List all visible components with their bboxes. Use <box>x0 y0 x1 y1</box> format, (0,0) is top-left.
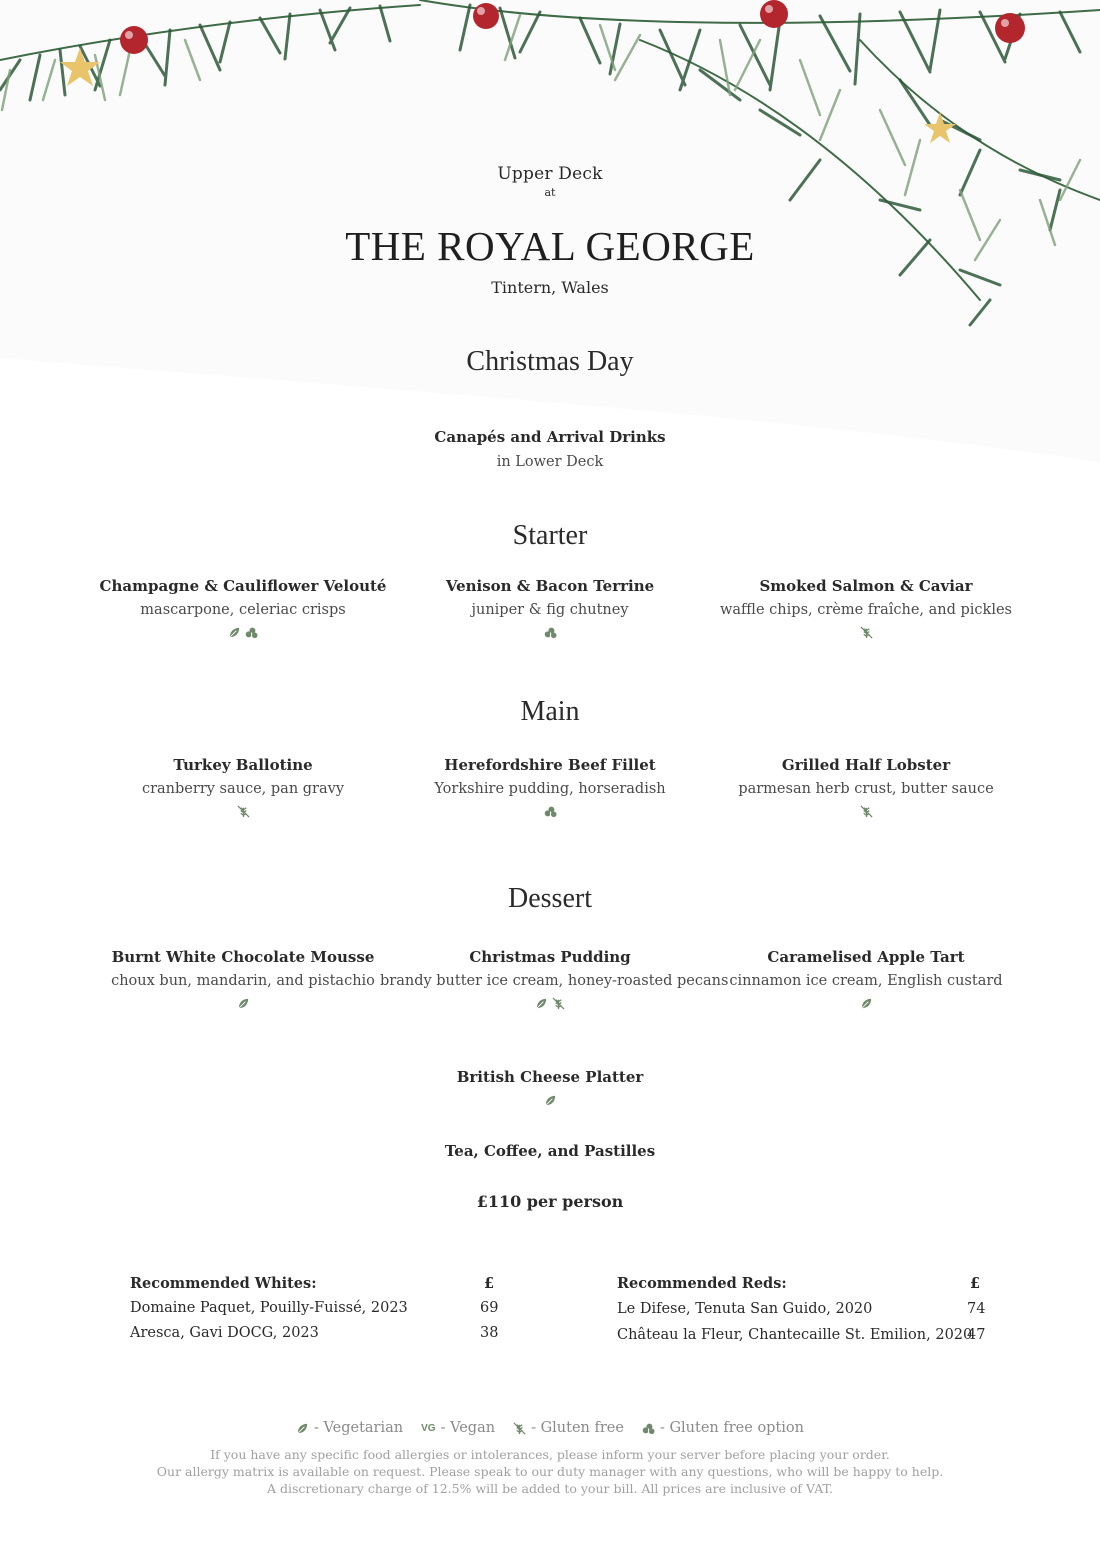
arrival-title: Canapés and Arrival Drinks <box>434 428 666 446</box>
wine-name: Domaine Paquet, Pouilly-Fuissé, 2023 <box>130 1300 408 1316</box>
legend-gluten-free-option-label: - Gluten free option <box>659 1420 804 1436</box>
allergy-notice: If you have any specific food allergies or intolerances, please inform your server before placing your order. <box>210 1447 890 1462</box>
dish-dietary-icons <box>73 805 413 819</box>
dish-dietary-icons <box>73 997 413 1011</box>
dish-description: juniper & fig chutney <box>471 602 629 618</box>
dish-name: Caramelised Apple Tart <box>767 948 965 966</box>
vegetarian-icon <box>228 626 241 639</box>
starter-section-title: Starter <box>512 520 588 551</box>
gluten-free-icon <box>552 997 565 1010</box>
dish-name: Burnt White Chocolate Mousse <box>111 948 375 966</box>
cheese-dietary-icons <box>0 1092 1100 1111</box>
main-section-title: Main <box>520 696 580 727</box>
wine-name: Château la Fleur, Chantecaille St. Emilion, 2020 <box>617 1327 973 1343</box>
legend-gluten-free-label: - Gluten free <box>531 1420 624 1436</box>
dish-dietary-icons <box>696 997 1036 1011</box>
venue-at-label: at <box>544 186 556 199</box>
main-dish-2 <box>380 756 720 819</box>
dish-dietary-icons <box>380 997 720 1011</box>
red-wines-list <box>617 1275 987 1355</box>
dish-description: cinnamon ice cream, English custard <box>729 973 1003 989</box>
wine-price: 69 <box>480 1300 499 1316</box>
vegetarian-icon <box>237 997 250 1010</box>
dish-name: Christmas Pudding <box>469 948 631 966</box>
gluten-free-option-icon <box>544 805 557 818</box>
dish-description: cranberry sauce, pan gravy <box>141 781 345 797</box>
venue-name: THE ROYAL GEORGE <box>345 223 755 269</box>
legend-vegetarian-label: - Vegetarian <box>313 1420 404 1436</box>
dish-description: parmesan herb crust, butter sauce <box>738 781 994 797</box>
dish-dietary-icons <box>73 626 413 640</box>
legend-vegan <box>421 1420 495 1436</box>
dish-dietary-icons <box>696 805 1036 819</box>
dish-dietary-icons <box>380 805 720 819</box>
service-charge-notice: A discretionary charge of 12.5% will be added to your bill. All prices are inclusive of VAT. <box>266 1481 834 1496</box>
main-dish-1 <box>73 756 413 819</box>
white-wines-title: Recommended Whites: <box>130 1275 317 1292</box>
dish-description: waffle chips, crème fraîche, and pickles <box>720 602 1012 618</box>
dessert-dish-1 <box>73 948 413 1011</box>
dish-description: Yorkshire pudding, horseradish <box>434 781 666 797</box>
dish-name: Turkey Ballotine <box>173 756 313 774</box>
vegetarian-icon <box>296 1422 309 1435</box>
wine-price: 74 <box>967 1301 986 1317</box>
venue-location: Tintern, Wales <box>491 278 609 297</box>
dessert-dish-2 <box>380 948 729 1011</box>
starter-dish-3 <box>696 577 1036 640</box>
gluten-free-option-icon <box>245 626 258 639</box>
gluten-free-icon <box>860 626 873 639</box>
legend-vegetarian <box>296 1420 403 1436</box>
dish-dietary-icons <box>696 626 1036 640</box>
gluten-free-icon <box>237 805 250 818</box>
vegetarian-icon <box>860 997 873 1010</box>
wine-price: 47 <box>967 1327 986 1343</box>
main-dish-3 <box>696 756 1036 819</box>
red-wines-currency: £ <box>970 1275 981 1292</box>
coffee-title: Tea, Coffee, and Pastilles <box>444 1142 656 1160</box>
dish-name: Grilled Half Lobster <box>781 756 951 774</box>
starter-dish-1 <box>73 577 413 640</box>
white-wines-list <box>130 1275 500 1355</box>
red-wines-title: Recommended Reds: <box>617 1275 787 1292</box>
dish-description: mascarpone, celeriac crisps <box>140 602 346 618</box>
vegan-icon: VG <box>421 1422 436 1434</box>
vegetarian-icon <box>535 997 548 1010</box>
wine-price: 38 <box>480 1325 499 1341</box>
dish-description: brandy butter ice cream, honey-roasted pecans <box>380 973 729 989</box>
arrival-subtitle: in Lower Deck <box>496 454 604 470</box>
gluten-free-option-icon <box>642 1422 655 1435</box>
white-wines-currency: £ <box>484 1275 495 1292</box>
dish-name: Smoked Salmon & Caviar <box>759 577 973 595</box>
dish-dietary-icons <box>380 626 720 640</box>
legend-gluten-free-option <box>642 1420 804 1436</box>
event-title: Christmas Day <box>466 346 634 377</box>
gluten-free-icon <box>513 1422 526 1435</box>
dish-name: Herefordshire Beef Fillet <box>444 756 656 774</box>
wine-name: Le Difese, Tenuta San Guido, 2020 <box>617 1301 873 1317</box>
gluten-free-icon <box>860 805 873 818</box>
vegetarian-icon <box>544 1094 557 1107</box>
dish-description: choux bun, mandarin, and pistachio <box>111 973 375 989</box>
dietary-legend <box>0 1420 1100 1436</box>
legend-gluten-free <box>513 1420 624 1436</box>
venue-upper-label: Upper Deck <box>497 164 603 184</box>
dessert-dish-3 <box>696 948 1036 1011</box>
dish-name: Venison & Bacon Terrine <box>445 577 655 595</box>
allergy-matrix-notice: Our allergy matrix is available on request. Please speak to our duty manager with any questions, who will be happy to help. <box>156 1464 944 1479</box>
dish-name: Champagne & Cauliflower Velouté <box>99 577 387 595</box>
dessert-section-title: Dessert <box>508 883 592 914</box>
starter-dish-2 <box>380 577 720 640</box>
price-per-person: £110 per person <box>476 1192 624 1211</box>
wine-name: Aresca, Gavi DOCG, 2023 <box>130 1325 319 1341</box>
legend-vegan-label: - Vegan <box>440 1420 496 1436</box>
gluten-free-option-icon <box>544 626 557 639</box>
cheese-title: British Cheese Platter <box>456 1068 644 1086</box>
